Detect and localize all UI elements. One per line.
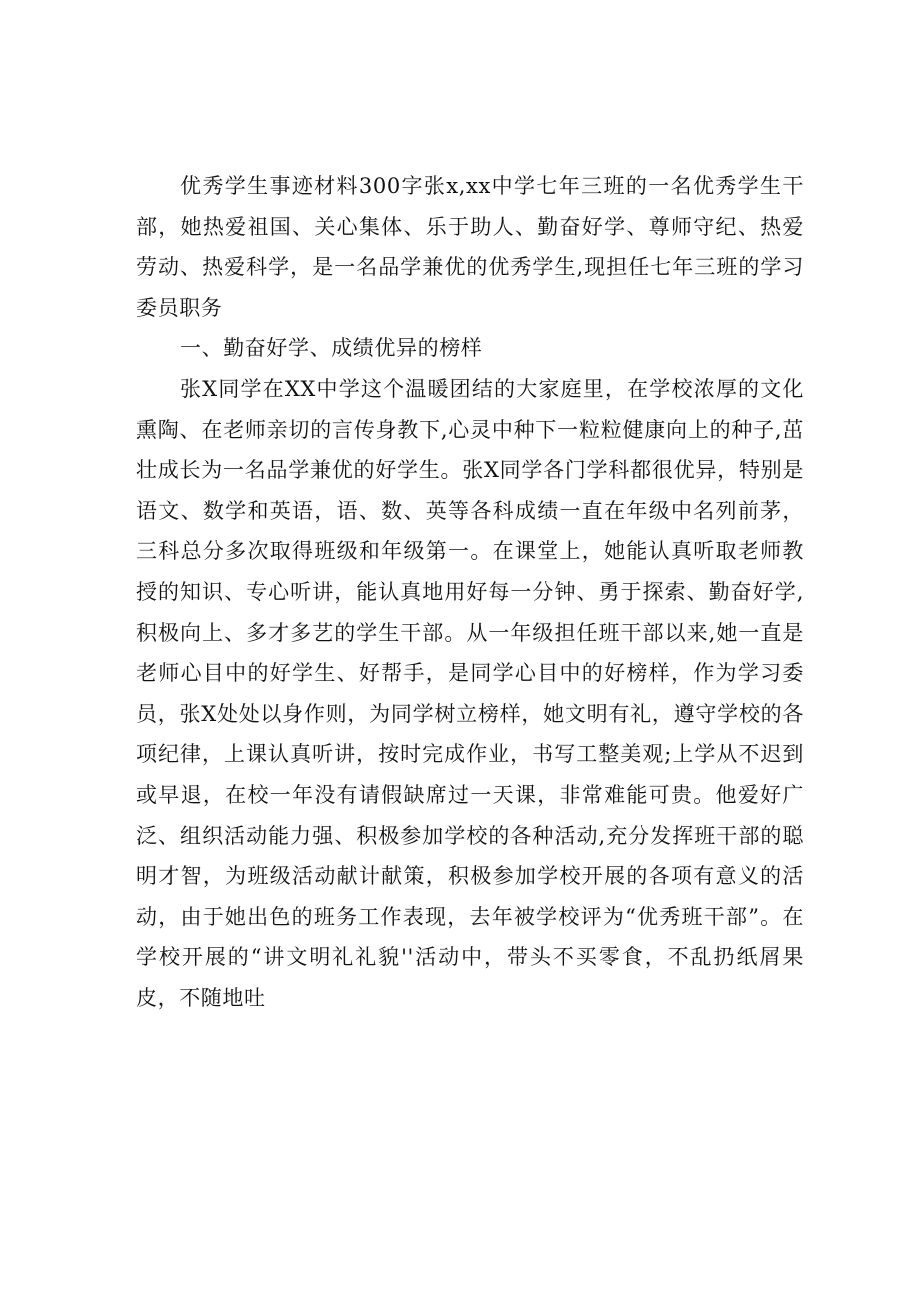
- body-paragraph: 张X同学在XX中学这个温暖团结的大家庭里，在学校浓厚的文化熏陶、在老师亲切的言传身教下,心灵中种下一粒粒健康向上的种子,茁壮成长为一名品学兼优的好学生。张X同学各门学科都很优异，特别是语文、数学和英语，语、数、英等各科成绩一直在年级中名列前茅，三科总分多次取得班级和年级第一。在课堂上，她能认真听取老师教授的知识、专心听讲，能认真地用好每一分钟、勇于探索、勤奋好学,积极向上、多才多艺的学生干部。从一年级担任班干部以来,她一直是老师心目中的好学生、好帮手，是同学心目中的好榜样，作为学习委员，张X处处以身作则，为同学树立榜样，她文明有礼，遵守学校的各项纪律，上课认真听讲，按时完成作业，书写工整美观;上学从不迟到或早退，在校一年没有请假缺席过一天课，非常难能可贵。他爱好广泛、组织活动能力强、积极参加学校的各种活动,充分发挥班干部的聪明才智，为班级活动献计献策，积极参加学校开展的各项有意义的活动，由于她出色的班务工作表现，去年被学校评为“优秀班干部”。在学校开展的“讲文明礼礼貌''活动中，带头不买零食，不乱扔纸屑果皮，不随地吐: [136, 376, 804, 1010]
- intro-paragraph: 优秀学生事迹材料300字张x,xx中学七年三班的一名优秀学生干部，她热爱祖国、关心集体、乐于助人、勤奋好学、尊师守纪、热爱劳动、热爱科学，是一名品学兼优的优秀学生,现担任七年三班的学习委员职务: [136, 174, 804, 320]
- section-heading: 一、勤奋好学、成绩优异的榜样: [180, 336, 483, 361]
- document-body: [136, 166, 804, 1018]
